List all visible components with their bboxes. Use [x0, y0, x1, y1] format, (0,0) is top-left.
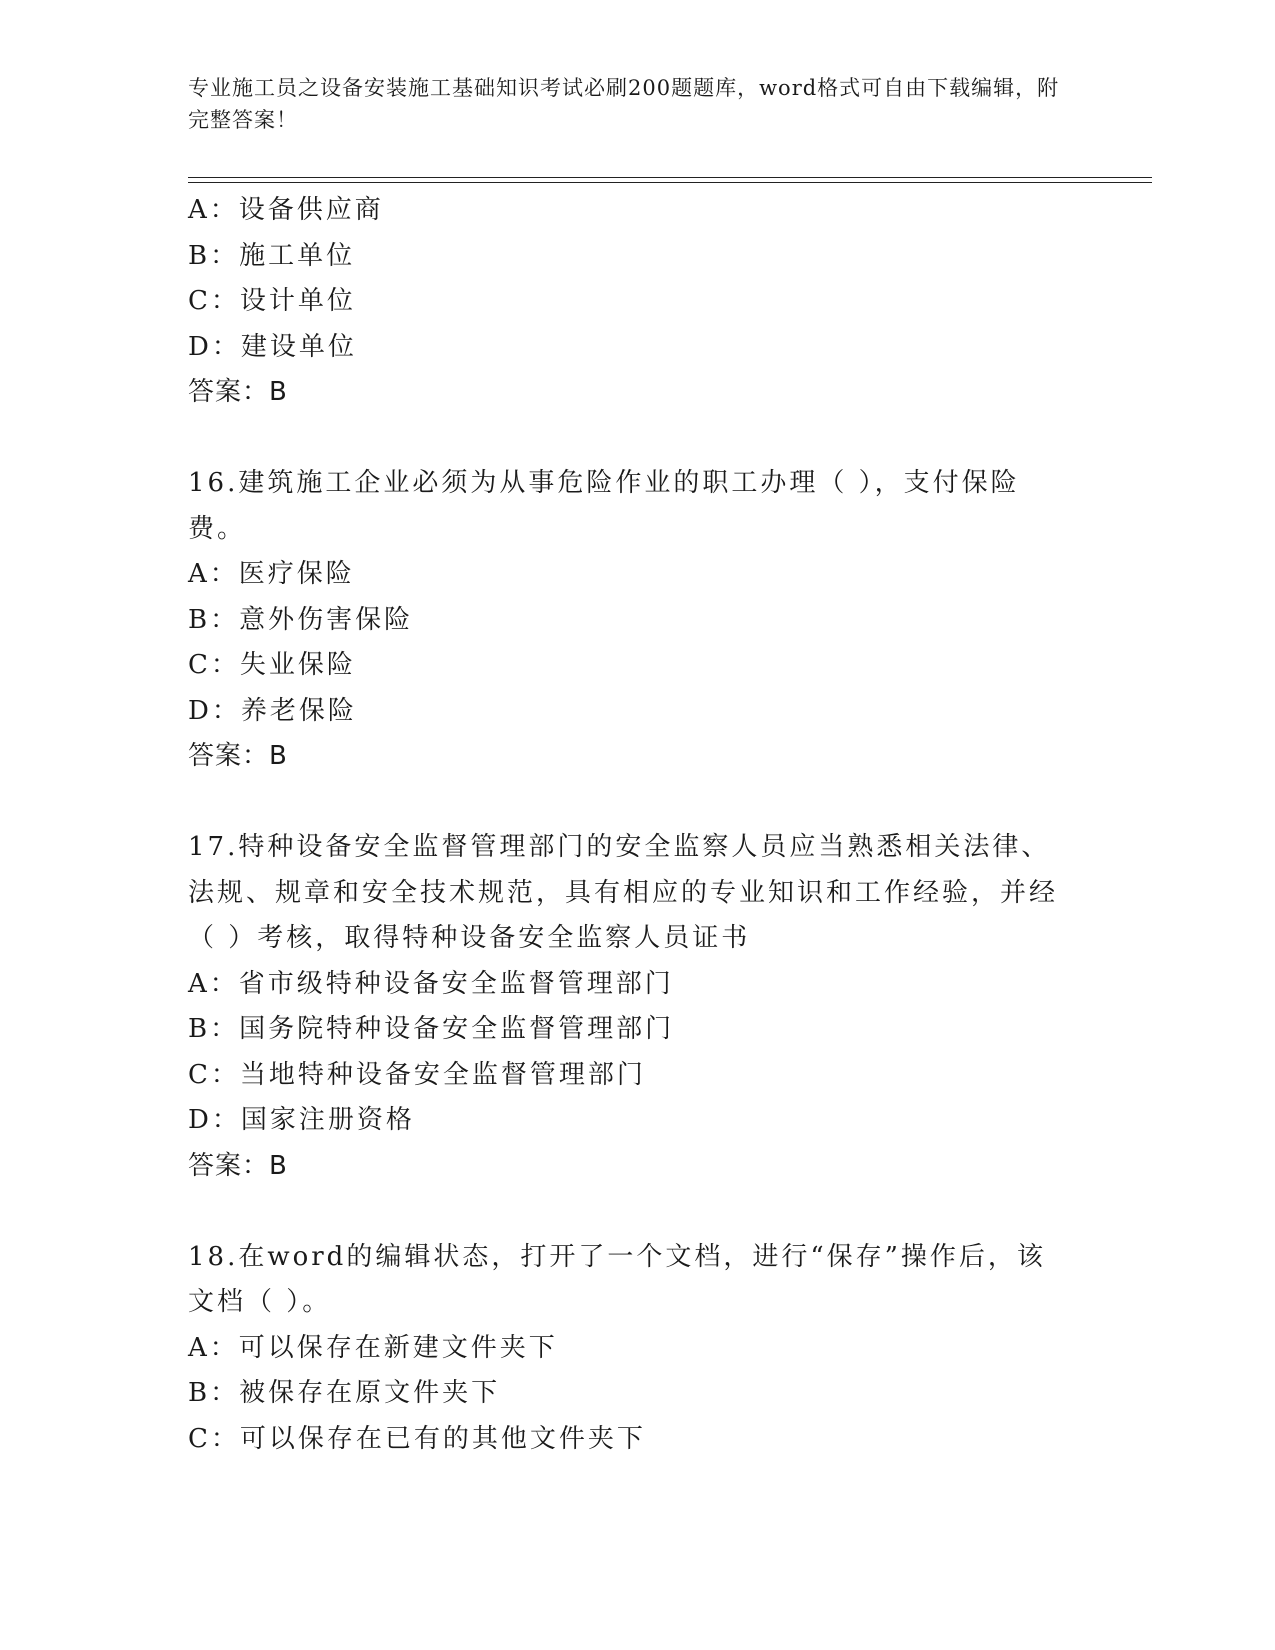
option-d: D：养老保险 [188, 695, 357, 726]
option-b: B：施工单位 [188, 240, 356, 271]
option-a: A：省市级特种设备安全监督管理部门 [188, 968, 674, 999]
question-block [188, 461, 1088, 780]
option-b: B：意外伤害保险 [188, 604, 414, 635]
option-c: C：失业保险 [188, 650, 356, 680]
option-d: D：建设单位 [188, 331, 357, 362]
answer: 答案：B [188, 377, 288, 407]
question-list [188, 188, 1088, 1462]
answer: 答案：B [188, 1150, 288, 1181]
option-b: B：被保存在原文件夹下 [188, 1378, 501, 1408]
option-c: C：设计单位 [188, 286, 356, 316]
option-a: A：医疗保险 [188, 559, 355, 589]
option-a: A：可以保存在新建文件夹下 [188, 1332, 558, 1363]
question-block [188, 1235, 1088, 1463]
answer: 答案：B [188, 741, 288, 771]
option-a: A：设备供应商 [188, 195, 384, 225]
option-b: B：国务院特种设备安全监督管理部门 [188, 1014, 675, 1044]
question-text: 16.建筑施工企业必须为从事危险作业的职工办理（ ），支付保险费。 [188, 468, 1020, 544]
option-d: D：国家注册资格 [188, 1105, 415, 1135]
header-rule-bottom [188, 182, 1152, 183]
question-text: 17.特种设备安全监督管理部门的安全监察人员应当熟悉相关法律、法规、规章和安全技术规范，具有相应的专业知识和工作经验，并经（ ）考核，取得特种设备安全监察人员证书 [188, 832, 1059, 953]
option-c: C：当地特种设备安全监督管理部门 [188, 1059, 646, 1090]
question-block [188, 825, 1088, 1189]
header-rule-top [188, 177, 1152, 178]
option-c: C：可以保存在已有的其他文件夹下 [188, 1423, 646, 1454]
question-text: 18.在word的编辑状态，打开了一个文档，进行“保存”操作后，该文档（ ）。 [188, 1241, 1046, 1317]
question-block [188, 188, 1088, 416]
document-header: 专业施工员之设备安装施工基础知识考试必刷200题题库，word格式可自由下载编辑，附完整答案！ [188, 76, 1060, 132]
